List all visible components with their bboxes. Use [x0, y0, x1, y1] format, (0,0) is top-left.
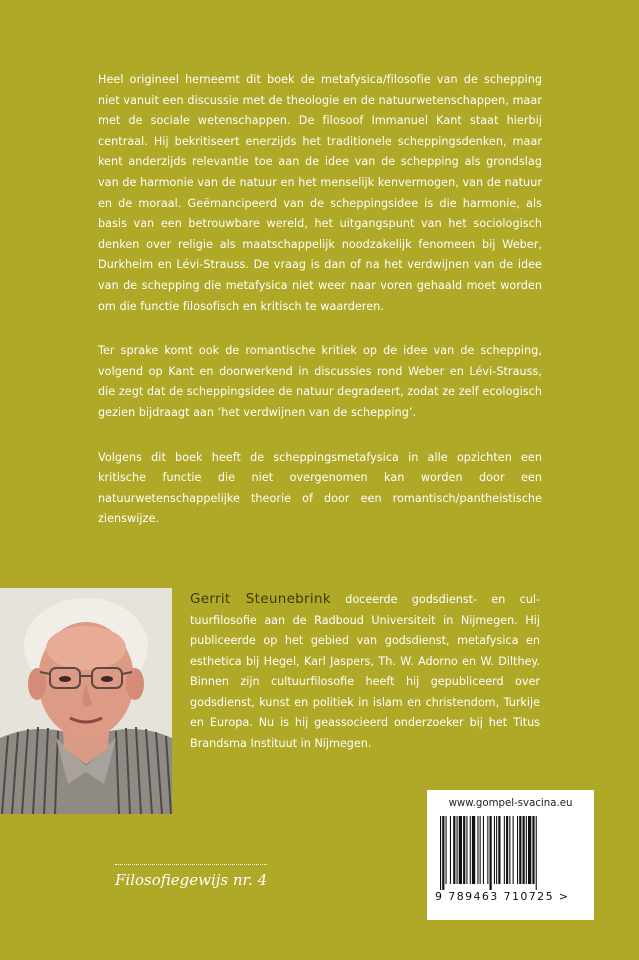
- isbn-digits: 9 789463 710725 >: [435, 890, 570, 903]
- barcode-bar: [504, 816, 505, 884]
- barcode-bar: [477, 816, 478, 884]
- barcode-bar: [453, 816, 455, 884]
- barcode-bar: [459, 816, 462, 884]
- author-portrait: [0, 588, 172, 814]
- barcode-bar: [536, 816, 537, 890]
- barcode-panel: [427, 790, 594, 920]
- barcode-bar: [487, 816, 488, 884]
- author-bio-text: doceerde godsdienst- en cultuurfilosofie aan de Radboud Universiteit in Nijmegen. Hij publiceerde op het gebied van godsdienst, metafysica en esthetica bij Hegel, Karl Jaspers, Th. W. Adorno en W. Dilthey. Binnen zijn cultuurfilosofie heeft hij gepubliceerd over godsdienst, kunst en politiek in islam en christendom, Turkije en Europa. Nu is hij geassocieerd onderzoeker bij het Titus Brandsma Instituut in Nijmegen.: [190, 593, 541, 750]
- blurb-paragraph-1: Heel origineel herneemt dit boek de metafysica/filosofie van de schepping niet vanuit een discussie met de theologie en de natuurwetenschappen, maar met de sociale wetenschappen. De filosoof Immanuel Kant staat hierbij centraal. Hij bekritiseert enerzijds het traditionele scheppingsdenken, maar kent anderzijds relevantie toe aan de idee van de schepping als grondslag van de harmonie van de natuur en het menselijk kenvermogen, van de natuur en de moraal. Geëmancipeerd van de scheppingsidee is die harmonie, als basis van een betrouwbare wereld, het uitgangspunt van het sociologisch denken over religie als maatschappelijk noodzakelijk fenomeen bij Weber, Durkheim en Lévi-Strauss. De vraag is dan of na het verdwijnen van de idee van de schepping die metafysica niet weer naar voren gehaald moet worden om die functie filosofisch en kritisch te waarderen.: [98, 73, 542, 313]
- barcode-bar: [528, 816, 531, 884]
- barcode-bar: [496, 816, 497, 884]
- barcode-bar: [494, 816, 495, 884]
- barcode-bar: [517, 816, 518, 884]
- barcode-bar: [509, 816, 510, 884]
- barcode-bar: [532, 816, 534, 884]
- blurb-paragraph-3: Volgens dit boek heeft de scheppingsmetafysica in alle opzichten een kritische functie die niet overgenomen kan worden door een natuurwetenschappelijke theorie of door een romantisch/pantheistische zienswijze.: [98, 450, 542, 526]
- barcode-bar: [513, 816, 514, 884]
- author-name: Gerrit Steunebrink: [190, 591, 331, 607]
- blurb-text: [98, 70, 542, 554]
- barcode-bar: [470, 816, 471, 884]
- barcode-bar: [457, 816, 458, 884]
- barcode-bar: [440, 816, 441, 890]
- barcode-bar: [446, 816, 447, 884]
- barcode-bar: [490, 816, 492, 890]
- barcode-bar: [480, 816, 481, 884]
- barcode-bar: [519, 816, 521, 884]
- isbn-barcode: [440, 816, 582, 890]
- barcode-bar: [523, 816, 525, 884]
- author-bio: [190, 589, 540, 754]
- blurb-paragraph-2: Ter sprake komt ook de romantische kritiek op de idee van de schepping, volgend op Kant en doorwerkend in discussies rond Weber en Lévi-Strauss, die zegt dat de scheppingsidee de natuur degradeert, zodat ze zelf ecologisch gezien bijdraagt aan ‘het verdwijnen van de schepping’.: [98, 344, 542, 419]
- barcode-bar: [526, 816, 527, 884]
- barcode-bar: [472, 816, 475, 884]
- barcode-bar: [466, 816, 467, 884]
- barcode-bar: [442, 816, 444, 890]
- author-portrait-illustration: [0, 588, 172, 814]
- barcode-bar: [498, 816, 500, 884]
- barcode-bar: [463, 816, 465, 884]
- series-label: Filosofiegewijs nr. 4: [115, 871, 268, 889]
- barcode-bar: [483, 816, 484, 884]
- barcode-bar: [450, 816, 451, 884]
- series-divider: [115, 864, 267, 865]
- publisher-url: www.gompel-svacina.eu: [448, 798, 573, 809]
- barcode-bar: [506, 816, 508, 884]
